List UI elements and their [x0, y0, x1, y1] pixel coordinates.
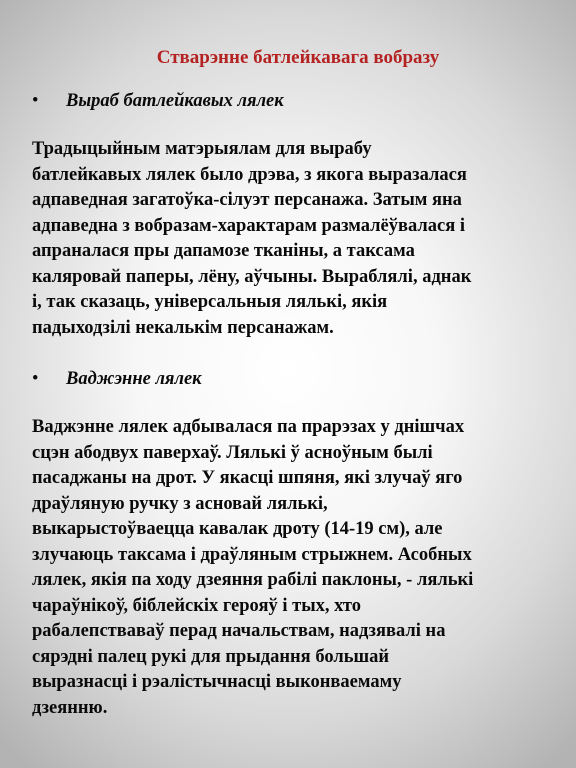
- bullet-mark: •: [32, 369, 39, 389]
- section-heading: Ваджэнне лялек: [66, 369, 202, 389]
- section-paragraph: Ваджэнне лялек адбывалася па прарэзах у днішчах сцэн абодвух паверхаў. Лялькі ў асноўным былі пасаджаны на дрот. У якасці шпяня, які злучаў яго драўляную ручку з асновай лялькі, выкарыстоўваецца кавалак дроту (14-19 см), але злучаюць таксама і драўляным стрыжнем. Асобных лялек, якія па ходу дзеяння рабілі паклоны, - лялькі чараўнікоў, біблейскіх герояў і тых, хто рабалепстваваў перад начальствам, надзявалі на сярэдні палец рукі для прыдання большай выразнасці і рэалістычнасці выконваемаму дзеянню.: [32, 417, 474, 718]
- section-paragraph: Традыцыйным матэрыялам для вырабу батлейкавых лялек было дрэва, з якога выразалася адпаведная загатоўка-сілуэт персанажа. Затым яна адпаведна з вобразам-характарам размалёўвалася і апраналася пры дапамозе тканіны, а таксама каляровай паперы, лёну, аўчыны. Выраблялі, аднак і, так сказаць, універсальныя лялькі, якія падыходзілі некалькім персанажам.: [32, 139, 472, 338]
- bullet-mark: •: [32, 91, 39, 111]
- section-heading-row: [32, 367, 546, 391]
- section-heading-row: [32, 89, 546, 113]
- section-heading: Выраб батлейкавых лялек: [66, 91, 284, 111]
- slide-title: Стварэнне батлейкавага вобразу: [156, 47, 440, 68]
